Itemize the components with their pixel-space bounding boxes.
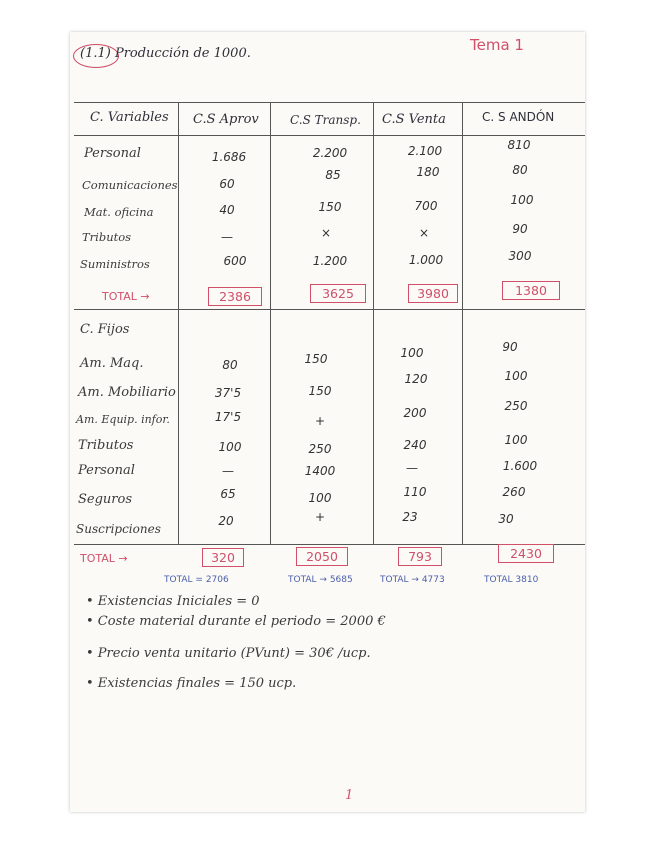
note-existencias-finales: • Existencias finales = 150 ucp.	[86, 676, 297, 691]
exercise-title: (1.1) Producción de 1000.	[80, 46, 251, 61]
var-personal-venta: 2.100	[407, 144, 443, 158]
var-tributos-transp: ×	[320, 226, 332, 240]
fijo-label-am-mobiliario: Am. Mobiliario	[78, 385, 176, 400]
fijo-personal-aprov: —	[222, 464, 234, 478]
header-cs-andon: C. S ANDÓN	[482, 110, 555, 124]
var-matoficina-venta: 700	[414, 199, 438, 213]
var-personal2-transp: 85	[325, 168, 341, 182]
fijo-row4-venta: 120	[404, 372, 428, 386]
fijo-row1-andon: 90	[502, 340, 518, 354]
var-personal-andon: 810	[507, 138, 531, 152]
var-matoficina-andon: 100	[510, 193, 534, 207]
section-divider-line	[74, 309, 585, 310]
fijo-label-personal: Personal	[78, 463, 135, 478]
fijo-ammaq-aprov: 80	[222, 358, 238, 372]
var-personal2-andon: 80	[512, 163, 528, 177]
fijo-row2-venta: 100	[400, 346, 424, 360]
grand-total-transp: TOTAL → 5685	[288, 575, 353, 585]
var-tributos-aprov: —	[221, 230, 233, 244]
fijo-tributos-andon: 100	[504, 433, 528, 447]
fijo-label-am-maq: Am. Maq.	[80, 356, 144, 371]
fijo-label-tributos: Tributos	[78, 438, 134, 453]
var-personal2-venta: 180	[416, 165, 440, 179]
header-c-variables: C. Variables	[90, 110, 169, 125]
var-label-tributos: Tributos	[82, 230, 132, 244]
fijo-ammobiliario-transp: 150	[308, 384, 332, 398]
var-total-transp: 3625	[310, 284, 366, 303]
fix-total-venta: 793	[398, 547, 442, 566]
var-tributos-andon: 90	[512, 222, 528, 236]
var-label-mat-oficina: Mat. oficina	[84, 205, 154, 219]
fijo-amequip-transp: +	[314, 414, 326, 428]
fijo-ammaq-andon: 100	[504, 369, 528, 383]
var-label-comunicaciones: Comunicaciones	[82, 178, 178, 192]
note-coste-material: • Coste material durante el periodo = 2000 €	[86, 614, 386, 629]
header-cs-venta: C.S Venta	[382, 112, 446, 127]
var-suministros-venta: 1.000	[408, 253, 444, 267]
fix-total-transp: 2050	[296, 547, 348, 566]
grand-total-venta: TOTAL → 4773	[380, 575, 445, 585]
fijo-personal-andon: 1.600	[502, 459, 538, 473]
fijo-ammobiliario-aprov: 37'5	[214, 386, 242, 400]
var-suministros-transp: 1.200	[312, 254, 348, 268]
var-personal-aprov: 1.686	[211, 150, 247, 164]
fijo-amequip-venta: 200	[403, 406, 427, 420]
fijo-suscripciones-andon: 30	[498, 512, 514, 526]
var-total-venta: 3980	[408, 284, 458, 303]
fijo-suscripciones-venta: 23	[402, 510, 418, 524]
var-tributos-venta: ×	[418, 226, 430, 240]
fijo-ammaq-transp: 150	[304, 352, 328, 366]
fix-total-andon: 2430	[498, 544, 554, 563]
var-total-label: TOTAL →	[102, 290, 150, 303]
col-divider-4	[462, 102, 463, 544]
fix-total-label: TOTAL →	[80, 552, 128, 565]
var-label-personal: Personal	[84, 146, 141, 161]
note-precio-venta: • Precio venta unitario (PVunt) = 30€ /ucp.	[86, 646, 371, 661]
fijo-label-suscripciones: Suscripciones	[76, 522, 161, 536]
var-suministros-aprov: 600	[223, 254, 247, 268]
fijos-header: C. Fijos	[80, 322, 130, 337]
tema-label: Tema 1	[470, 36, 524, 54]
fijo-personal-transp: 1400	[304, 464, 336, 478]
fijo-tributos-transp: 250	[308, 442, 332, 456]
var-total-aprov: 2386	[208, 287, 262, 306]
header-cs-transp: C.S Transp.	[290, 113, 361, 127]
var-matoficina-transp: 150	[318, 200, 342, 214]
fijo-suscripciones-aprov: 20	[218, 514, 234, 528]
fijo-tributos-aprov: 100	[218, 440, 242, 454]
table-top-line	[74, 102, 585, 103]
fijo-seguros-transp: 100	[308, 491, 332, 505]
note-existencias-iniciales: • Existencias Iniciales = 0	[86, 594, 260, 609]
fijo-amequip-aprov: 17'5	[214, 410, 242, 424]
fix-total-aprov: 320	[202, 548, 244, 567]
var-total-andon: 1380	[502, 281, 560, 300]
grand-total-aprov: TOTAL = 2706	[164, 575, 229, 585]
fijo-seguros-aprov: 65	[220, 487, 236, 501]
var-matoficina-aprov: 40	[219, 203, 235, 217]
col-divider-2	[270, 102, 271, 544]
header-bottom-line	[74, 135, 585, 136]
fijo-seguros-andon: 260	[502, 485, 526, 499]
fijo-label-seguros: Seguros	[78, 492, 133, 507]
var-suministros-andon: 300	[508, 249, 532, 263]
col-divider-1	[178, 102, 179, 544]
var-comunicaciones-aprov: 60	[219, 177, 235, 191]
fijo-seguros-venta: 110	[403, 485, 427, 499]
grand-total-andon: TOTAL 3810	[484, 575, 539, 585]
fijo-personal-venta: —	[406, 461, 418, 475]
fijo-label-am-equip: Am. Equip. infor.	[76, 413, 170, 426]
fijo-tributos-venta: 240	[403, 438, 427, 452]
col-divider-3	[373, 102, 374, 544]
fijo-suscripciones-transp: +	[314, 510, 326, 524]
var-label-suministros: Suministros	[80, 257, 150, 271]
var-personal-transp: 2.200	[312, 146, 348, 160]
fijo-amequip-andon: 250	[504, 399, 528, 413]
page-number: 1	[345, 788, 354, 803]
header-cs-aprov: C.S Aprov	[193, 112, 259, 127]
